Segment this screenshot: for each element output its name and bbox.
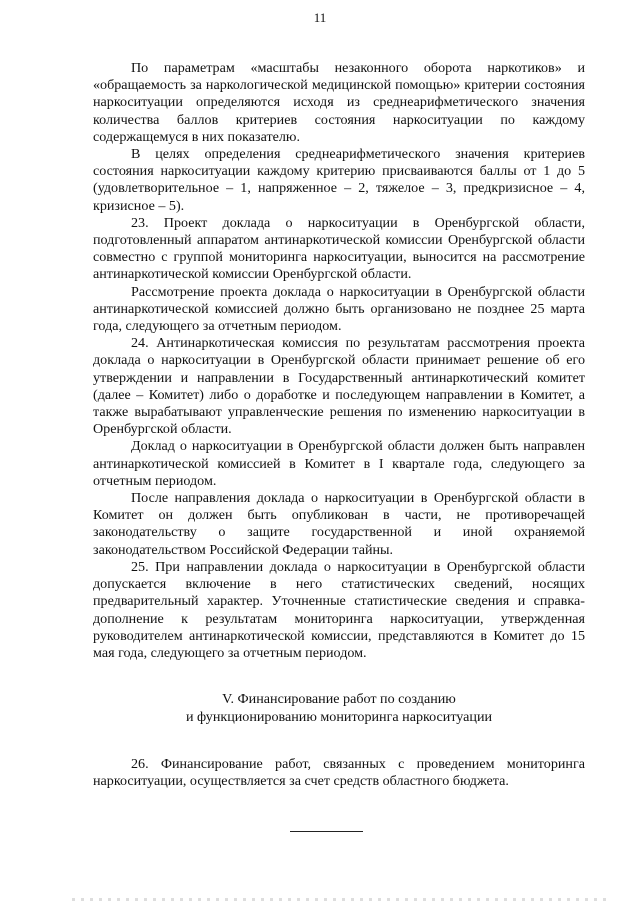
paragraph: После направления доклада о наркоситуации в Оренбургской области в Комитет он должен быть опубликован в части, не противоречащей законодательству о защите государственной и иной охраняемой законодательством Российской Федерации тайны. (93, 490, 585, 558)
paragraph: 24. Антинаркотическая комиссия по результатам рассмотрения проекта доклада о наркоситуации в Оренбургской области принимает решение об его утверждении и направлении в Государственный антинаркотический комитет (далее – Комитет) либо о доработке и последующем направлении в Комитет, а также вырабатывают управленческие решения по изменению наркоситуации в Оренбургской области. (93, 335, 585, 438)
paragraph: Доклад о наркоситуации в Оренбургской области должен быть направлен антинаркотической комиссией в Комитет в I квартале года, следующего за отчетным периодом. (93, 438, 585, 489)
paragraph: В целях определения среднеарифметического значения критериев состояния наркоситуации каждому критерию присваиваются баллы от 1 до 5 (удовлетворительное – 1, напряженное – 2, тяжелое – 3, предкризисное – 4, кризисное – 5). (93, 146, 585, 214)
paragraph: 26. Финансирование работ, связанных с проведением мониторинга наркоситуации, осуществляется за счет средств областного бюджета. (93, 756, 585, 790)
footer-scan-artifact (72, 898, 612, 901)
page-number: 11 (313, 10, 327, 25)
paragraph: Рассмотрение проекта доклада о наркоситуации в Оренбургской области антинаркотической комиссией должно быть организовано не позднее 25 марта года, следующего за отчетным периодом. (93, 283, 585, 335)
section-heading-line-1: V. Финансирование работ по созданию (222, 691, 456, 708)
section-heading (93, 690, 585, 726)
paragraph: По параметрам «масштабы незаконного оборота наркотиков» и «обращаемость за наркологической медицинской помощью» критерии состояния наркоситуации определяются исходя из среднеарифметического значения количества баллов критериев состояния наркоситуации по каждому содержащемуся в них показателю. (93, 60, 585, 145)
paragraph: 25. При направлении доклада о наркоситуации в Оренбургской области допускается включение в него статистических сведений, носящих предварительный характер. Уточненные статистические сведения и справка-дополнение к результатам мониторинга наркоситуации, утвержденная руководителем антинаркотической комиссии, представляются в Комитет до 15 мая года, следующего за отчетным периодом. (93, 558, 585, 661)
section-heading-line-2: и функционированию мониторинга наркоситуации (185, 709, 493, 726)
end-divider (290, 831, 363, 832)
document-body (93, 60, 585, 791)
paragraph: 23. Проект доклада о наркоситуации в Оренбургской области, подготовленный аппаратом антинаркотической комиссии Оренбургской области совместно с группой мониторинга наркоситуации, выносится на рассмотрение антинаркотической комиссии Оренбургской области. (93, 214, 585, 283)
